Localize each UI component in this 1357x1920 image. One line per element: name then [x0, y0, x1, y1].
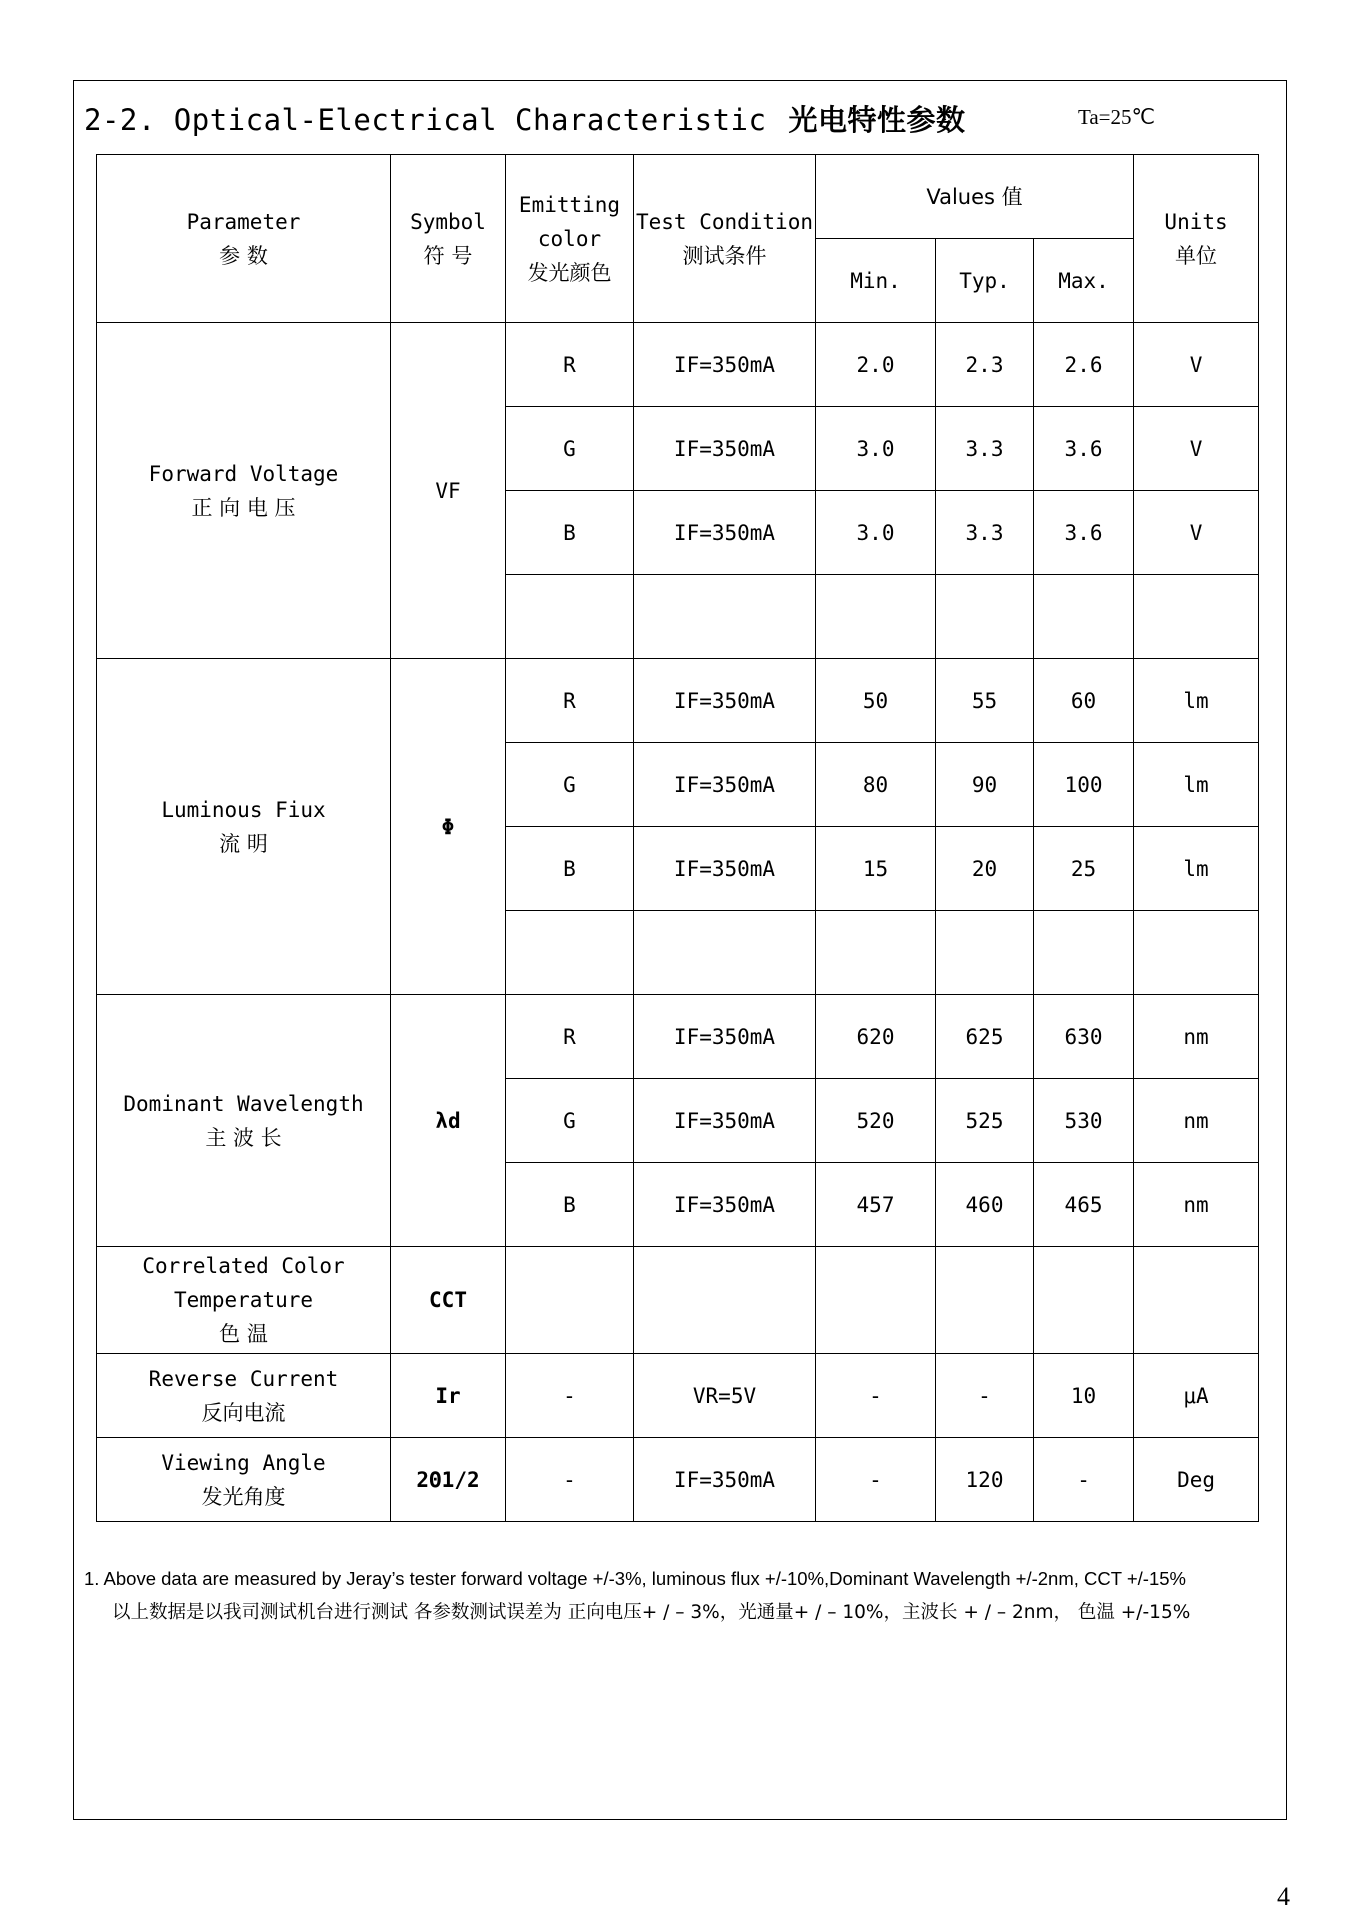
- cell-color: R: [506, 659, 634, 743]
- cell-unit: nm: [1134, 995, 1259, 1079]
- cell-color: G: [506, 1079, 634, 1163]
- title-en: 2-2. Optical-Electrical Characteristic: [84, 103, 767, 137]
- title-cn: 光电特性参数: [788, 103, 966, 137]
- cell-unit: lm: [1134, 827, 1259, 911]
- symbol-phi: Φ: [391, 659, 506, 995]
- cell-min: 520: [816, 1079, 936, 1163]
- spec-table: [96, 154, 1259, 1522]
- cell-typ: -: [936, 1354, 1034, 1438]
- cell-condition: IF=350mA: [634, 827, 816, 911]
- cell-color: R: [506, 995, 634, 1079]
- table-row: [97, 1354, 1259, 1438]
- page-number: 4: [1277, 1882, 1290, 1911]
- cell-unit: μA: [1134, 1354, 1259, 1438]
- table-row: [97, 323, 1259, 407]
- cell-typ: 2.3: [936, 323, 1034, 407]
- cell-typ: 625: [936, 995, 1034, 1079]
- cell-color: G: [506, 407, 634, 491]
- cell-min: 3.0: [816, 407, 936, 491]
- cell-max: 465: [1034, 1163, 1134, 1247]
- footnote-cn: 以上数据是以我司测试机台进行测试 各参数测试误差为 正向电压+ / – 3%，光通量+ / – 10%，主波长 + / – 2nm， 色温 +/-15%: [112, 1602, 1191, 1623]
- cell-min: 15: [816, 827, 936, 911]
- cell-min: -: [816, 1438, 936, 1522]
- cell-unit: lm: [1134, 743, 1259, 827]
- cell-condition: IF=350mA: [634, 743, 816, 827]
- cell-condition: IF=350mA: [634, 995, 816, 1079]
- param-forward-voltage: Forward Voltage 正 向 电 压: [97, 323, 391, 659]
- cell-typ: 3.3: [936, 491, 1034, 575]
- symbol-vf: VF: [391, 323, 506, 659]
- symbol-cct: CCT: [391, 1247, 506, 1354]
- cell-max: -: [1034, 1438, 1134, 1522]
- cell-condition: IF=350mA: [634, 659, 816, 743]
- table-row: [97, 659, 1259, 743]
- cell-min: 80: [816, 743, 936, 827]
- header-emitting-color: Emitting color 发光颜色: [506, 155, 634, 323]
- param-dominant-wavelength: Dominant Wavelength 主 波 长: [97, 995, 391, 1247]
- cell-max: 3.6: [1034, 407, 1134, 491]
- ambient-temperature: Ta=25℃: [1078, 105, 1156, 129]
- header-symbol: Symbol 符 号: [391, 155, 506, 323]
- cell-unit: nm: [1134, 1163, 1259, 1247]
- cell-unit: Deg: [1134, 1438, 1259, 1522]
- cell-max: 530: [1034, 1079, 1134, 1163]
- symbol-ir: Ir: [391, 1354, 506, 1438]
- param-viewing-angle: Viewing Angle 发光角度: [97, 1438, 391, 1522]
- table-row: [97, 1438, 1259, 1522]
- cell-unit: lm: [1134, 659, 1259, 743]
- footnote-en: 1. Above data are measured by Jeray’s tester forward voltage +/-3%, luminous flux +/-10%,Dominant Wavelength +/-2nm, CCT +/-15%: [84, 1568, 1186, 1589]
- cell-typ: 460: [936, 1163, 1034, 1247]
- cell-typ: 525: [936, 1079, 1034, 1163]
- cell-unit: nm: [1134, 1079, 1259, 1163]
- cell-typ: 55: [936, 659, 1034, 743]
- param-reverse-current: Reverse Current 反向电流: [97, 1354, 391, 1438]
- cell-min: 620: [816, 995, 936, 1079]
- page-title: [84, 98, 965, 139]
- cell-color: G: [506, 743, 634, 827]
- cell-max: 100: [1034, 743, 1134, 827]
- header-parameter: Parameter 参 数: [97, 155, 391, 323]
- header-test-condition: Test Condition 测试条件: [634, 155, 816, 323]
- cell-min: -: [816, 1354, 936, 1438]
- cell-max: 630: [1034, 995, 1134, 1079]
- cell-max: 2.6: [1034, 323, 1134, 407]
- header-typ: Typ.: [936, 239, 1034, 323]
- cell-unit: V: [1134, 323, 1259, 407]
- cell-min: 3.0: [816, 491, 936, 575]
- cell-condition: IF=350mA: [634, 1079, 816, 1163]
- cell-color: B: [506, 1163, 634, 1247]
- cell-typ: 90: [936, 743, 1034, 827]
- cell-color: B: [506, 827, 634, 911]
- cell-color: -: [506, 1354, 634, 1438]
- cell-unit: V: [1134, 491, 1259, 575]
- param-cct: Correlated Color Temperature 色 温: [97, 1247, 391, 1354]
- cell-condition: IF=350mA: [634, 1163, 816, 1247]
- cell-condition: IF=350mA: [634, 491, 816, 575]
- cell-typ: 120: [936, 1438, 1034, 1522]
- symbol-2theta: 2Θ1/2: [391, 1438, 506, 1522]
- symbol-lambda-d: λd: [391, 995, 506, 1247]
- cell-condition: IF=350mA: [634, 407, 816, 491]
- cell-condition: IF=350mA: [634, 323, 816, 407]
- header-max: Max.: [1034, 239, 1134, 323]
- cell-typ: 3.3: [936, 407, 1034, 491]
- cell-max: 10: [1034, 1354, 1134, 1438]
- cell-max: 25: [1034, 827, 1134, 911]
- cell-condition: IF=350mA: [634, 1438, 816, 1522]
- cell-unit: V: [1134, 407, 1259, 491]
- cell-min: 457: [816, 1163, 936, 1247]
- cell-color: -: [506, 1438, 634, 1522]
- cell-color: R: [506, 323, 634, 407]
- table-row: [97, 1247, 1259, 1354]
- header-units: Units 单位: [1134, 155, 1259, 323]
- cell-max: 60: [1034, 659, 1134, 743]
- cell-min: 50: [816, 659, 936, 743]
- header-row: [97, 155, 1259, 239]
- header-values: Values 值: [816, 155, 1134, 239]
- cell-min: 2.0: [816, 323, 936, 407]
- cell-color: B: [506, 491, 634, 575]
- header-min: Min.: [816, 239, 936, 323]
- cell-typ: 20: [936, 827, 1034, 911]
- param-luminous-flux: Luminous Fiux 流 明: [97, 659, 391, 995]
- table-row: [97, 995, 1259, 1079]
- cell-condition: VR=5V: [634, 1354, 816, 1438]
- footnote: [84, 1562, 1190, 1630]
- cell-max: 3.6: [1034, 491, 1134, 575]
